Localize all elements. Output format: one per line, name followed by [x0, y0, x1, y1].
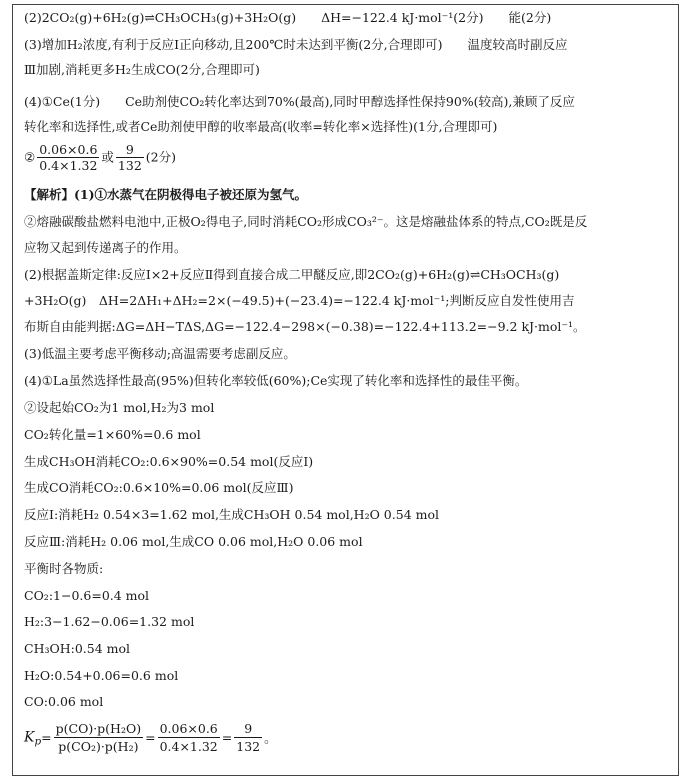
answer-fraction-2-num: 9 [116, 142, 144, 158]
kp-equals-2: = [145, 730, 156, 745]
answer-fraction-1-num: 0.06×0.6 [39, 142, 98, 157]
answer-ratio-prefix: ② [24, 149, 36, 165]
analysis-line-4: (2)根据盖斯定律:反应Ⅰ×2+反应Ⅱ得到直接合成二甲醚反应,即2CO₂(g)+6H₂(g)⇌CH₃OCH₃(g) [24, 267, 560, 282]
kp-fraction-expression-den: p(CO₂)·p(H₂) [58, 739, 139, 754]
analysis-line-6: 布斯自由能判据:ΔG=ΔH−TΔS,ΔG=−122.4−298×(−0.38)=−122.4+113.2=−9.2 kJ·mol⁻¹。 [24, 319, 586, 334]
kp-symbol: K [24, 729, 35, 746]
analysis-line-3: 应物又起到传递离子的作用。 [24, 240, 187, 255]
analysis-line-14: 反应Ⅲ:消耗H₂ 0.06 mol,生成CO 0.06 mol,H₂O 0.06 mol [24, 534, 363, 549]
answer-line-4: (4)①Ce(1分) Ce助剂使CO₂转化率达到70%(最高),同时甲醇选择性保持90%(较高),兼顾了反应 [24, 94, 575, 109]
analysis-line-1: 【解析】(1)①水蒸气在阴极得电子被还原为氢气。 [24, 187, 308, 202]
analysis-line-19: H₂O:0.54+0.06=0.6 mol [24, 668, 179, 683]
kp-fraction-expression [54, 720, 143, 755]
analysis-line-8: (4)①La虽然选择性最高(95%)但转化率较低(60%);Ce实现了转化率和选择性的最佳平衡。 [24, 373, 528, 388]
analysis-line-5: +3H₂O(g) ΔH=2ΔH₁+ΔH₂=2×(−49.5)+(−23.4)=−122.4 kJ·mol⁻¹;判断反应自发性使用吉 [24, 293, 575, 308]
answer-line-3: Ⅲ加剧,消耗更多H₂生成CO(2分,合理即可) [24, 62, 260, 77]
kp-equals-1: = [41, 730, 52, 745]
analysis-line-13: 反应Ⅰ:消耗H₂ 0.54×3=1.62 mol,生成CH₃OH 0.54 mol,H₂O 0.54 mol [24, 507, 439, 522]
kp-fraction-values-den: 0.4×1.32 [159, 739, 218, 754]
kp-fraction-result-num: 9 [234, 720, 262, 738]
answer-ratio-line [24, 142, 176, 173]
answer-line-2: (3)增加H₂浓度,有利于反应Ⅰ正向移动,且200℃时未达到平衡(2分,合理即可) 温度较高时副反应 [24, 37, 568, 52]
kp-fraction-result [234, 720, 262, 755]
analysis-line-7: (3)低温主要考虑平衡移动;高温需要考虑副反应。 [24, 346, 296, 361]
kp-fraction-expression-num: p(CO)·p(H₂O) [55, 721, 142, 736]
answer-line-5: 转化率和选择性,或者Ce助剂使甲醇的收率最高(收率=转化率×选择性)(1分,合理即可) [24, 119, 498, 134]
analysis-line-9: ②设起始CO₂为1 mol,H₂为3 mol [24, 400, 215, 415]
answer-fraction-2 [116, 142, 144, 173]
analysis-line-10: CO₂转化量=1×60%=0.6 mol [24, 427, 201, 442]
answer-fraction-1 [37, 142, 99, 173]
analysis-line-16: CO₂:1−0.6=0.4 mol [24, 588, 150, 603]
analysis-line-2: ②熔融碳酸盐燃料电池中,正极O₂得电子,同时消耗CO₂形成CO₃²⁻。这是熔融盐体系的特点,CO₂既是反 [24, 214, 588, 229]
analysis-line-18: CH₃OH:0.54 mol [24, 641, 131, 656]
kp-fraction-values-num: 0.06×0.6 [159, 721, 218, 736]
kp-subscript: p [34, 735, 42, 748]
analysis-line-15: 平衡时各物质: [24, 561, 104, 576]
kp-period: 。 [264, 730, 277, 746]
answer-fraction-1-den: 0.4×1.32 [39, 158, 98, 173]
kp-equation [24, 720, 277, 755]
analysis-line-12: 生成CO消耗CO₂:0.6×10%=0.06 mol(反应Ⅲ) [24, 480, 294, 495]
analysis-line-20: CO:0.06 mol [24, 694, 104, 709]
kp-fraction-result-den: 132 [236, 739, 261, 754]
kp-fraction-values [158, 720, 220, 755]
answer-fraction-2-den: 132 [117, 158, 142, 173]
answer-line-1: (2)2CO₂(g)+6H₂(g)⇌CH₃OCH₃(g)+3H₂O(g) ΔH=−122.4 kJ·mol⁻¹(2分) 能(2分) [24, 10, 552, 25]
answer-ratio-suffix: (2分) [145, 149, 176, 165]
answer-ratio-or: 或 [101, 149, 114, 165]
analysis-line-17: H₂:3−1.62−0.06=1.32 mol [24, 614, 195, 629]
analysis-line-11: 生成CH₃OH消耗CO₂:0.6×90%=0.54 mol(反应Ⅰ) [24, 454, 314, 469]
kp-equals-3: = [221, 730, 233, 745]
